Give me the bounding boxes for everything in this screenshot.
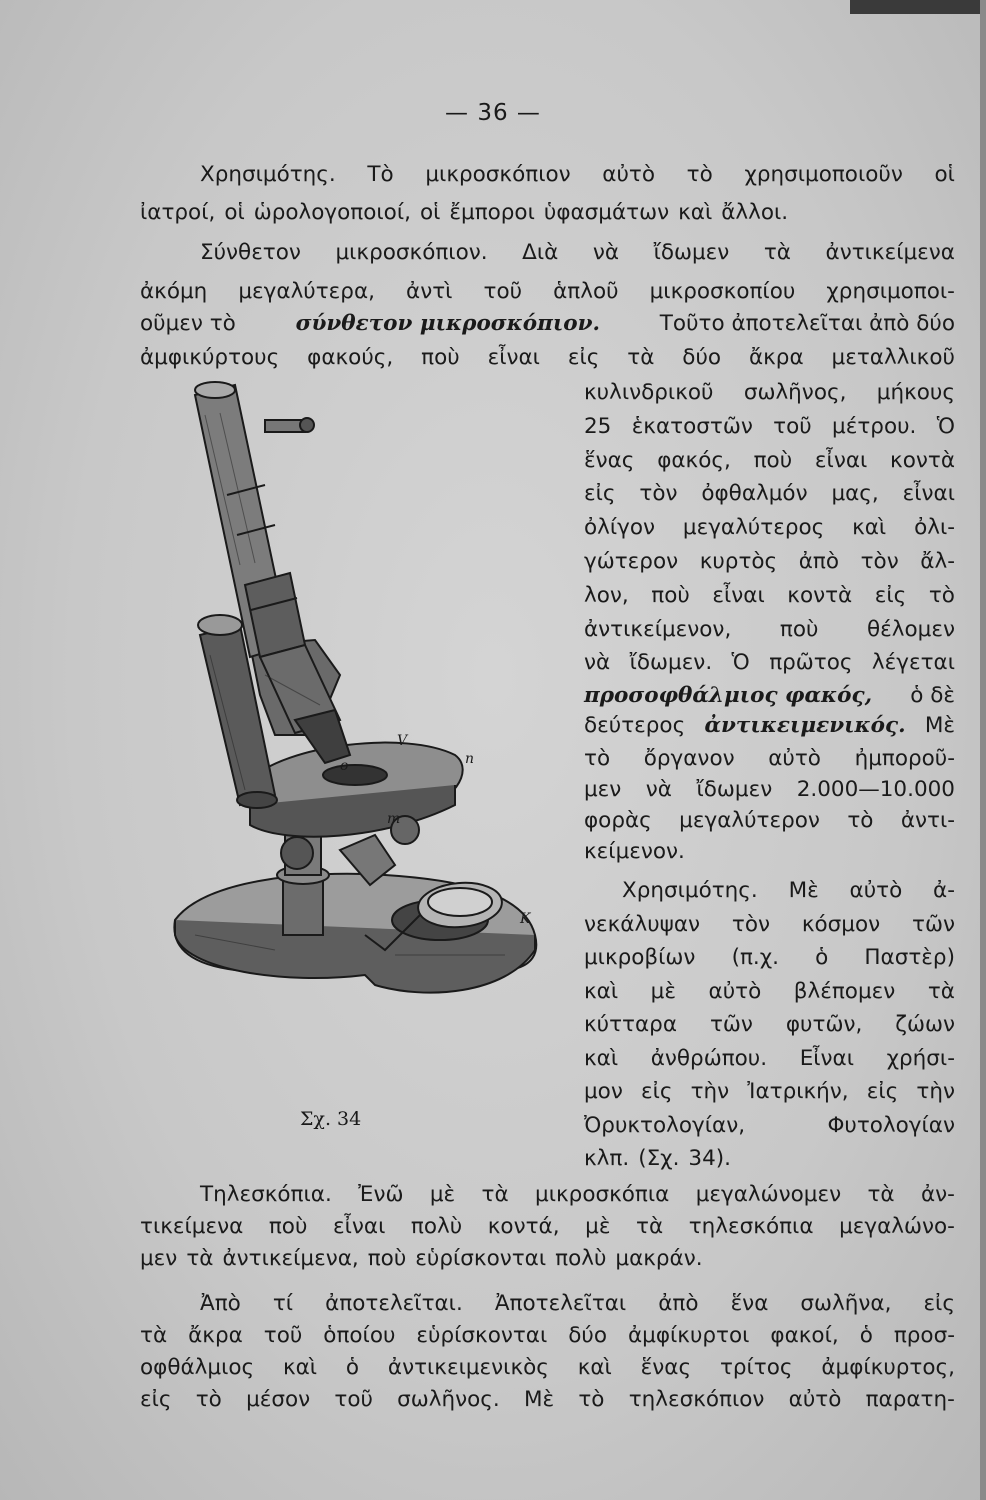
text-line: Ὀρυκτολογίαν, Φυτολογίαν: [584, 1112, 955, 1138]
text-line: οφθάλμιος καὶ ὁ ἀντικειμενικὸς καὶ ἕνας τρίτος ἀμφίκυρτος,: [140, 1355, 955, 1380]
figure-caption: Σχ. 34: [300, 1108, 362, 1130]
text-line: ἰατροί, οἱ ὡρολογοποιοί, οἱ ἔμποροι ὑφασμάτων καὶ ἄλλοι.: [140, 200, 789, 225]
text-line: μον εἰς τὴν Ἰατρικήν, εἰς τὴν: [584, 1079, 955, 1104]
text-line: τὸ ὄργανον αὐτὸ ἠμποροῦ-: [584, 746, 955, 771]
text-line-with-term: προσοφθάλμιος φακός, ὁ δὲ: [584, 683, 955, 708]
term-objective: ἀντικειμενικός.: [704, 713, 906, 738]
text-line: νεκάλυψαν τὸν κόσμον τῶν: [584, 911, 955, 937]
text-line: τὰ ἄκρα τοῦ ὁποίου εὑρίσκονται δύο ἀμφίκυρτοι φακοί, ὁ προσ-: [140, 1323, 955, 1348]
scan-edge: [850, 0, 986, 14]
text-line: Τηλεσκόπια. Ἐνῶ μὲ τὰ μικροσκόπια μεγαλώνομεν τὰ ἀν-: [200, 1182, 955, 1207]
text-line: Ἀπὸ τί ἀποτελεῖται. Ἀποτελεῖται ἀπὸ ἕνα σωλῆνα, εἰς: [200, 1291, 955, 1316]
term-eyepiece: προσοφθάλμιος φακός,: [584, 683, 873, 708]
text-line: φορὰς μεγαλύτερον τὸ ἀντι-: [584, 808, 955, 833]
text-line: γώτερον κυρτὸς ἀπὸ τὸν ἄλ-: [584, 549, 955, 574]
text-line: κυλινδρικοῦ σωλῆνος, μήκους: [584, 380, 955, 405]
page-edge: [980, 0, 986, 1500]
text-line: ἀκόμη μεγαλύτερα, ἀντὶ τοῦ ἁπλοῦ μικροσκοπίου χρησιμοποι-: [140, 279, 955, 304]
text-line: καὶ μὲ αὐτὸ βλέπομεν τὰ: [584, 978, 955, 1004]
text-line-with-term: οῦμεν τὸ σύνθετον μικροσκόπιον. Τοῦτο ἀποτελεῖται ἀπὸ δύο: [140, 311, 955, 336]
text-line: εἰς τὸ μέσον τοῦ σωλῆνος. Μὲ τὸ τηλεσκόπιον αὐτὸ παρατη-: [140, 1387, 955, 1412]
figure-label-n: n: [465, 751, 475, 767]
text-line-with-term: δεύτερος ἀντικειμενικός. Μὲ: [584, 713, 955, 738]
text-line: κείμενον.: [584, 839, 685, 864]
text-line: τικείμενα ποὺ εἶναι πολὺ κοντά, μὲ τὰ τηλεσκόπια μεγαλώνο-: [140, 1214, 955, 1239]
text-line: μεν τὰ ἀντικείμενα, ποὺ εὑρίσκονται πολὺ μακράν.: [140, 1246, 703, 1271]
text-line: ἕνας φακός, ποὺ εἶναι κοντὰ: [584, 447, 955, 473]
page-number: — 36 —: [445, 100, 541, 126]
term-compound-microscope: σύνθετον μικροσκόπιον.: [295, 311, 601, 336]
text-line: 25 ἑκατοστῶν τοῦ μέτρου. Ὁ: [584, 413, 955, 439]
text-line: Σύνθετον μικροσκόπιον. Διὰ νὰ ἴδωμεν τὰ ἀντικείμενα: [200, 240, 955, 265]
figure-label-k: K: [520, 911, 531, 927]
text-line: ἀμφικύρτους φακούς, ποὺ εἶναι εἰς τὰ δύο ἄκρα μεταλλικοῦ: [140, 345, 955, 370]
text-line: ὀλίγον μεγαλύτερος καὶ ὀλι-: [584, 515, 955, 541]
text-line: μικροβίων (π.χ. ὁ Παστὲρ): [584, 945, 955, 970]
text-line: εἰς τὸν ὀφθαλμόν μας, εἶναι: [584, 481, 955, 507]
text-line: Χρησιμότης. Μὲ αὐτὸ ἀ-: [622, 878, 955, 903]
text-line: κύτταρα τῶν φυτῶν, ζώων: [584, 1012, 955, 1037]
text-line: Χρησιμότης. Τὸ μικροσκόπιον αὐτὸ τὸ χρησιμοποιοῦν οἱ: [200, 162, 955, 187]
text-line: κλπ. (Σχ. 34).: [584, 1146, 732, 1171]
text-line: καὶ ἀνθρώπου. Εἶναι χρήσι-: [584, 1045, 955, 1071]
text-line: μεν νὰ ἴδωμεν 2.000—10.000: [584, 777, 955, 802]
text-line: λον, ποὺ εἶναι κοντὰ εἰς τὸ: [584, 582, 955, 608]
figure-label-v: V: [397, 733, 408, 749]
text-line: νὰ ἴδωμεν. Ὁ πρῶτος λέγεται: [584, 650, 955, 676]
figure-label-o: o: [340, 758, 349, 774]
text-line: ἀντικείμενον, ποὺ θέλομεν: [584, 616, 955, 642]
microscope-figure: [165, 375, 565, 1090]
figure-label-m: m: [387, 811, 401, 827]
